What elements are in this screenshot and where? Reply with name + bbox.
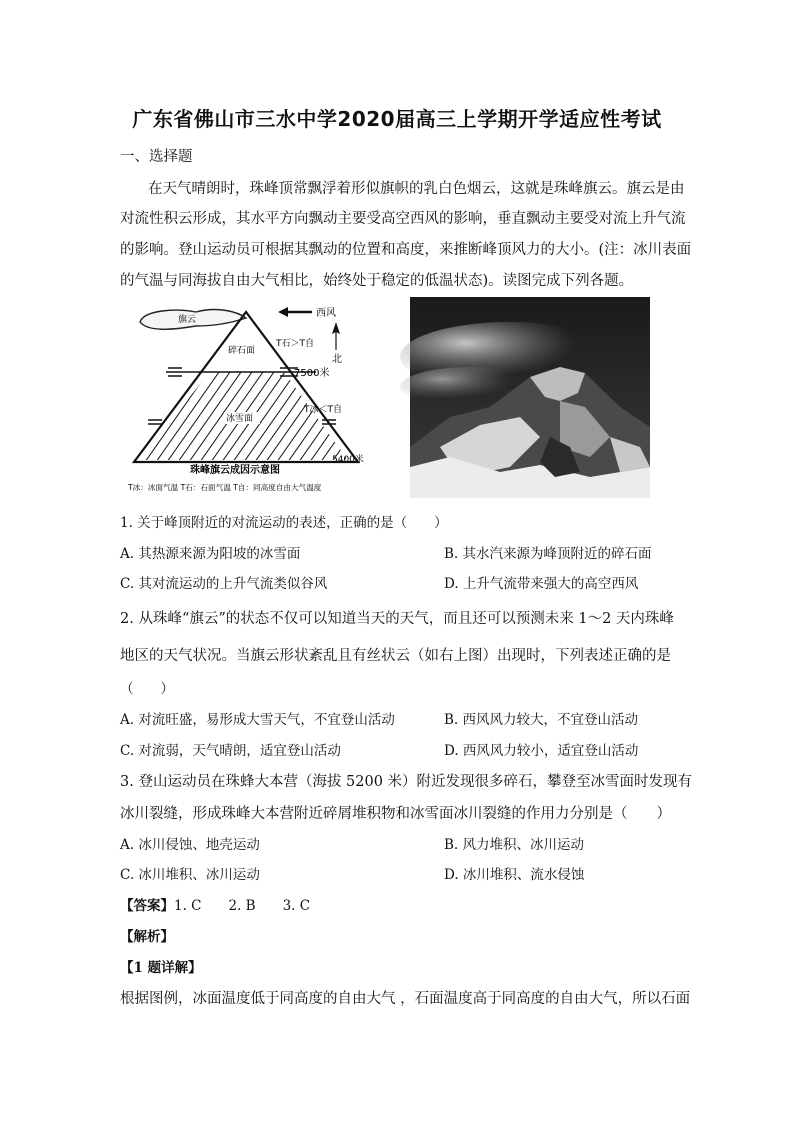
rock-temp-label: T石＞T自: [276, 339, 314, 349]
question-3-stem: 3. 登山运动员在珠蜂大本营（海拔 5200 米）附近发现很多碎石，攀登至冰雪面时发现有: [120, 774, 693, 790]
q2-option-d: D. 西风风力较小，适宜登山活动: [444, 743, 639, 759]
answer-label: 【答案】: [120, 898, 174, 914]
detail-heading: 【1 题详解】: [120, 960, 202, 976]
west-wind-label: 西风: [316, 308, 336, 319]
rock-surface-label: 碎石面: [228, 346, 256, 356]
q2-option-c: C. 对流弱，天气晴朗，适宜登山活动: [120, 743, 341, 759]
q3-option-a: A. 冰川侵蚀、地壳运动: [120, 837, 260, 853]
q2-option-b: B. 西风风力较大，不宜登山活动: [444, 712, 639, 728]
figure-caption: 珠峰旗云成因示意图: [190, 465, 280, 476]
ice-temp-label: T冰＜T自: [304, 405, 342, 415]
detail-text: 根据图例，冰面温度低于同高度的自由大气 ，石面温度高于同高度的自由大气，所以石面: [120, 991, 691, 1007]
intro-line: 的影响。登山运动员可根据其飘动的位置和高度，来推断峰顶风力的大小。(注：冰川表面: [120, 242, 692, 258]
altitude-5400-label: 5400米: [332, 455, 364, 465]
q1-option-d: D. 上升气流带来强大的高空西风: [444, 576, 639, 592]
q1-option-a: A. 其热源来源为阳坡的冰雪面: [120, 546, 301, 562]
answer-line: [120, 894, 310, 914]
question-3-stem: 冰川裂缝，形成珠峰大本营附近碎屑堆积物和冰雪面冰川裂缝的作用力分别是（ ）: [120, 806, 671, 822]
q1-option-b: B. 其水汽来源为峰顶附近的碎石面: [444, 546, 652, 562]
question-2-stem: 2. 从珠峰“旗云”的状态不仅可以知道当天的天气，而且还可以预测未来 1～2 天内珠峰: [120, 611, 674, 627]
altitude-7500-label: 7500米: [294, 368, 330, 379]
cloud-label: 旗云: [178, 315, 197, 325]
q3-option-b: B. 风力堆积、冰川运动: [444, 837, 585, 853]
q3-option-d: D. 冰川堆积、流水侵蚀: [444, 867, 585, 883]
question-2-stem: 地区的天气状况。当旗云形状紊乱且有丝状云（如右上图）出现时，下列表述正确的是: [120, 648, 671, 664]
wind-arrow-icon: [278, 307, 288, 317]
section-heading: 一、选择题: [120, 149, 193, 165]
question-1-stem: 1. 关于峰顶附近的对流运动的表述，正确的是（ ）: [120, 515, 448, 531]
intro-line: 对流性积云形成，其水平方向飘动主要受高空西风的影响，垂直飘动主要受对流上升气流: [120, 211, 686, 227]
ice-surface-label: 冰雪面: [226, 414, 254, 424]
intro-line: 的气温与同海拔自由大气相比，始终处于稳定的低温状态)。读图完成下列各题。: [120, 273, 634, 289]
intro-line: 在天气晴朗时，珠峰顶常飘浮着形似旗帜的乳白色烟云，这就是珠峰旗云。旗云是由: [148, 181, 685, 197]
mountain-photo: [410, 297, 650, 498]
page-title: 广东省佛山市三水中学2020届高三上学期开学适应性考试: [132, 107, 662, 131]
north-label: 北: [332, 354, 342, 365]
q3-option-c: C. 冰川堆积、冰川运动: [120, 867, 260, 883]
figure-legend: T冰：冰面气温 T石：石面气温 T自：同高度自由大气温度: [128, 483, 322, 492]
q1-option-c: C. 其对流运动的上升气流类似谷风: [120, 576, 328, 592]
question-2-blank: （ ）: [120, 681, 174, 697]
flag-cloud-diagram: [126, 300, 364, 498]
q2-option-a: A. 对流旺盛，易形成大雪天气，不宜登山活动: [120, 712, 395, 728]
answer-text: 1. C 2. B 3. C: [174, 898, 311, 914]
analysis-heading: 【解析】: [120, 929, 174, 945]
